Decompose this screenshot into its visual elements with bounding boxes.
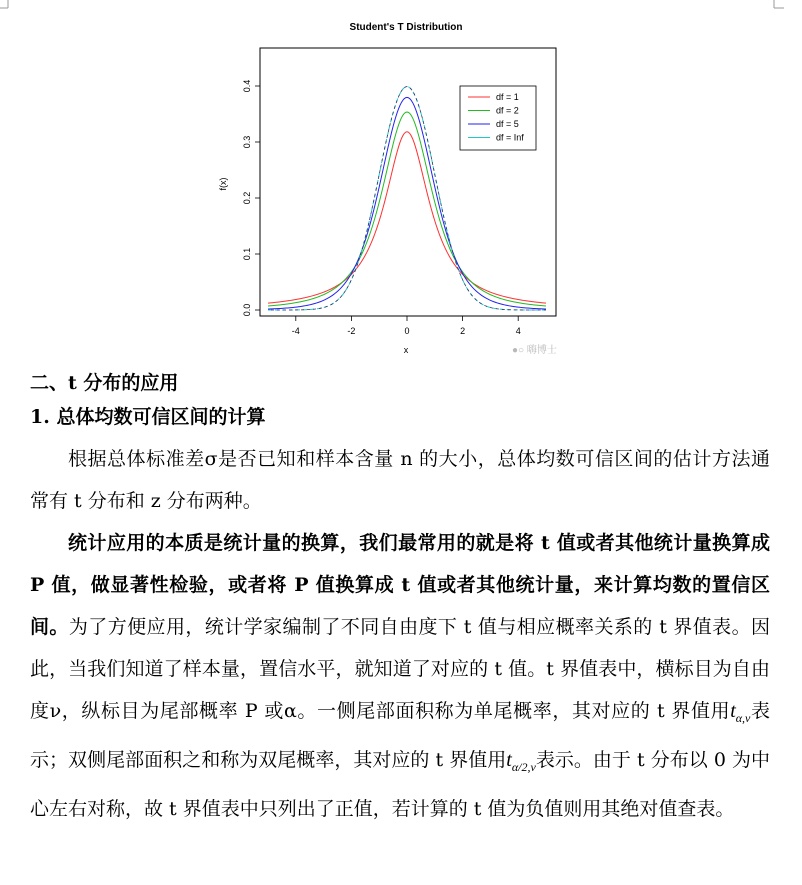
chart-svg [206, 14, 566, 360]
paragraph-text-3: 表示。由于 t 分布以 0 为中心左右对称，故 t 界值表中只列出了正值，若计算的 t 值为负值则用其绝对值查表。 [30, 749, 770, 820]
watermark [512, 341, 557, 356]
math-t-alpha2-nu [506, 749, 536, 774]
y-tick-label: 0.1 [242, 247, 252, 261]
document-body [30, 366, 770, 830]
legend-label: df = 5 [496, 119, 519, 129]
paragraph-intro: 根据总体标准差σ是否已知和样本含量 n 的大小，总体均数可信区间的估计方法通常有 t 分布和 z 分布两种。 [30, 448, 770, 512]
math-subscript-1: α,ν [735, 711, 751, 725]
chart-title: Student's T Distribution [349, 22, 463, 33]
paragraph-text-1: 为了方便应用，统计学家编制了不同自由度下 t 值与相应概率关系的 t 界值表。因此，当我们知道了样本量，置信水平，就知道了对应的 t 值。t 界值表中，横标目为自由度ν，纵标目为尾部概率 P 或α。一侧尾部面积称为单尾概率，其对应的 t 界值用 [30, 616, 770, 722]
subsection-title: 1. 总体均数可信区间的计算 [30, 406, 266, 428]
math-t-symbol-2: t [506, 749, 512, 771]
math-t-alpha-nu [730, 700, 751, 725]
legend-label: df = 1 [496, 92, 519, 102]
paragraph-text-2: 表示；双侧尾部面积之和称为双尾概率，其对应的 t 界值用 [30, 700, 770, 771]
legend-label: df = 2 [496, 105, 519, 116]
math-t-symbol-1: t [730, 700, 736, 722]
chart-legend [460, 86, 536, 150]
y-tick-label: 0.0 [242, 303, 252, 317]
watermark-text: 嗨博士 [526, 345, 557, 356]
y-tick-label: 0.3 [242, 135, 252, 149]
wechat-icon: ●○ [512, 345, 525, 356]
series-line-1 [268, 132, 546, 303]
y-tick-label: 0.4 [242, 79, 252, 93]
y-axis-label: f(x) [218, 177, 228, 191]
paragraph-bold-text: 统计应用的本质是统计量的换算，我们最常用的就是将 t 值或者其他统计量换算成 P 值，做显著性检验，或者将 P 值换算成 t 值或者其他统计量，来计算均数的置信区间。 [30, 532, 770, 638]
math-subscript-2: α/2,ν [511, 760, 536, 774]
x-tick-label: 0 [404, 326, 410, 336]
x-tick-label: -4 [291, 326, 300, 336]
y-tick-label: 0.2 [242, 191, 252, 205]
x-tick-label: 4 [515, 326, 521, 336]
page-corner-mark-right [770, 0, 784, 12]
x-tick-label: -2 [347, 326, 356, 336]
section-title: 二、t 分布的应用 [30, 372, 179, 394]
x-axis-label: x [403, 345, 409, 355]
legend-label: df = Inf [496, 132, 524, 143]
paragraph-main [30, 522, 770, 830]
page-corner-mark-left [0, 0, 12, 12]
t-distribution-chart [206, 14, 566, 360]
x-tick-label: 2 [460, 326, 466, 336]
